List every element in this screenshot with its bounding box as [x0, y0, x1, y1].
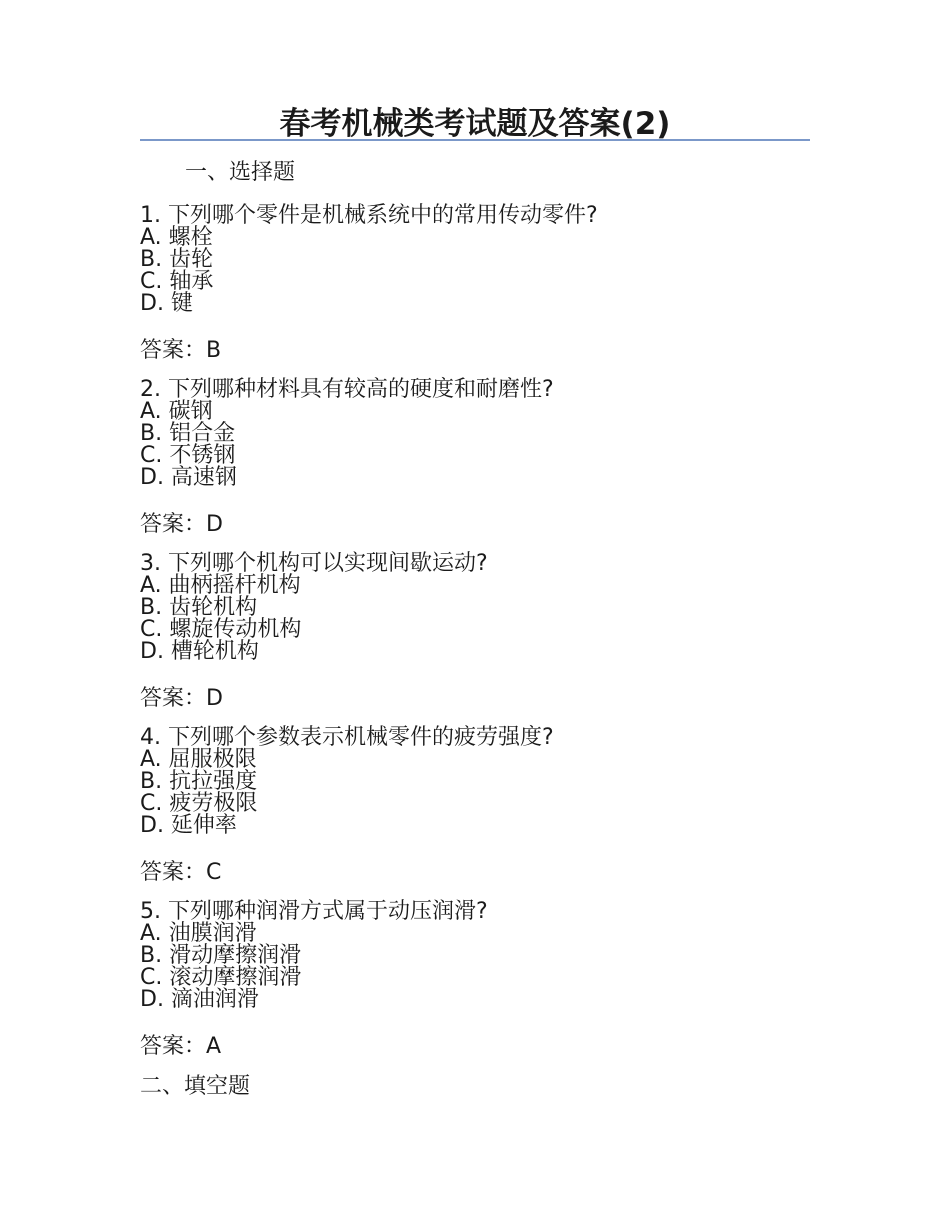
question-text: 1. 下列哪个零件是机械系统中的常用传动零件?	[140, 203, 598, 228]
question-block	[140, 901, 800, 1060]
option-c: C. 不锈钢	[140, 443, 236, 468]
option-b: B. 齿轮机构	[140, 595, 258, 620]
option-a: A. 曲柄摇杆机构	[140, 573, 301, 598]
question-block	[140, 727, 800, 886]
question-block	[140, 379, 800, 538]
option-a: A. 油膜润滑	[140, 921, 257, 946]
option-c: C. 轴承	[140, 269, 214, 294]
section-heading-fill-blank: 二、填空题	[140, 1074, 251, 1099]
option-d: D. 延伸率	[140, 813, 237, 838]
option-b: B. 铝合金	[140, 421, 236, 446]
option-c: C. 疲劳极限	[140, 791, 258, 816]
answer-text: 答案：D	[140, 512, 223, 537]
section-heading-choice: 一、选择题	[185, 160, 296, 185]
answer-text: 答案：D	[140, 686, 223, 711]
option-a: A. 碳钢	[140, 399, 213, 424]
question-block	[140, 553, 800, 712]
option-d: D. 槽轮机构	[140, 639, 259, 664]
option-d: D. 键	[140, 291, 193, 316]
question-text: 4. 下列哪个参数表示机械零件的疲劳强度?	[140, 725, 554, 750]
answer-text: 答案：C	[140, 860, 222, 885]
option-b: B. 滑动摩擦润滑	[140, 943, 302, 968]
option-c: C. 滚动摩擦润滑	[140, 965, 302, 990]
option-a: A. 螺栓	[140, 225, 213, 250]
option-d: D. 滴油润滑	[140, 987, 259, 1012]
option-a: A. 屈服极限	[140, 747, 257, 772]
title-underline	[140, 139, 810, 141]
answer-text: 答案：A	[140, 1034, 222, 1059]
answer-text: 答案：B	[140, 338, 222, 363]
question-text: 3. 下列哪个机构可以实现间歇运动?	[140, 551, 488, 576]
question-text: 5. 下列哪种润滑方式属于动压润滑?	[140, 899, 488, 924]
question-text: 2. 下列哪种材料具有较高的硬度和耐磨性?	[140, 377, 554, 402]
question-block	[140, 205, 800, 364]
option-b: B. 抗拉强度	[140, 769, 258, 794]
option-b: B. 齿轮	[140, 247, 214, 272]
page-title: 春考机械类考试题及答案(2)	[279, 106, 671, 142]
option-c: C. 螺旋传动机构	[140, 617, 302, 642]
option-d: D. 高速钢	[140, 465, 237, 490]
